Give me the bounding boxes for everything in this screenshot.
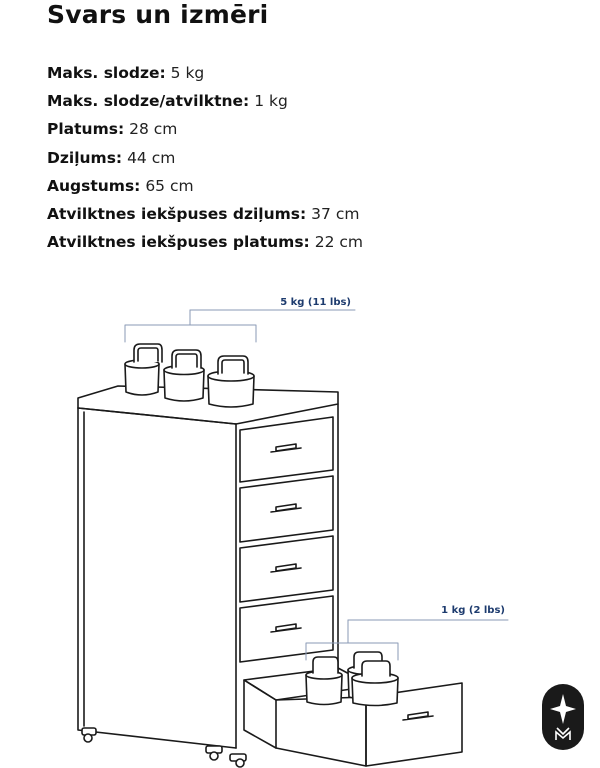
drawer-weight-1	[306, 657, 342, 705]
spec-value: 28 cm	[129, 120, 178, 139]
spec-label: Atvilktnes iekšpuses dziļums:	[47, 205, 307, 224]
page-title: Svars un izmēri	[47, 0, 269, 29]
spec-max-load-drawer	[47, 87, 363, 115]
drawer-load-label: 1 kg (2 lbs)	[441, 605, 505, 616]
spec-label: Augstums:	[47, 176, 141, 195]
spec-height	[47, 172, 363, 200]
spec-value: 1 kg	[254, 92, 288, 111]
caster-left-front	[82, 728, 96, 742]
brand-badge[interactable]	[542, 684, 584, 750]
top-load-dimension	[125, 310, 355, 342]
weight-3	[208, 356, 254, 407]
spec-width	[47, 115, 363, 143]
spec-value: 65 cm	[145, 176, 194, 195]
spec-list	[47, 59, 363, 256]
spec-value: 37 cm	[311, 205, 360, 224]
drawer-2	[240, 476, 333, 542]
spec-label: Maks. slodze/atvilktne:	[47, 92, 250, 111]
sparkle-logo-icon	[542, 684, 584, 750]
spec-label: Atvilktnes iekšpuses platums:	[47, 233, 310, 252]
drawer-load-dimension	[306, 620, 508, 660]
spec-max-load	[47, 59, 363, 87]
spec-label: Maks. slodze:	[47, 64, 166, 82]
drawer-1	[240, 417, 333, 482]
drawer-3	[240, 536, 333, 602]
spec-depth	[47, 144, 363, 172]
top-load-label: 5 kg (11 lbs)	[280, 297, 351, 308]
cabinet-body	[78, 386, 338, 748]
drawer-unit-diagram	[0, 280, 600, 768]
caster-right-front	[230, 754, 246, 767]
spec-label: Dziļums:	[47, 148, 123, 167]
spec-value: 22 cm	[314, 233, 363, 252]
spec-drawer-inner-width	[47, 228, 363, 256]
caster-center	[206, 746, 222, 760]
spec-drawer-inner-depth	[47, 200, 363, 228]
drawer-4	[240, 596, 333, 662]
weight-1	[125, 344, 162, 395]
weight-2	[164, 350, 204, 401]
spec-value: 44 cm	[127, 148, 176, 167]
spec-label: Platums:	[47, 120, 125, 139]
spec-value: 5 kg	[170, 64, 205, 82]
